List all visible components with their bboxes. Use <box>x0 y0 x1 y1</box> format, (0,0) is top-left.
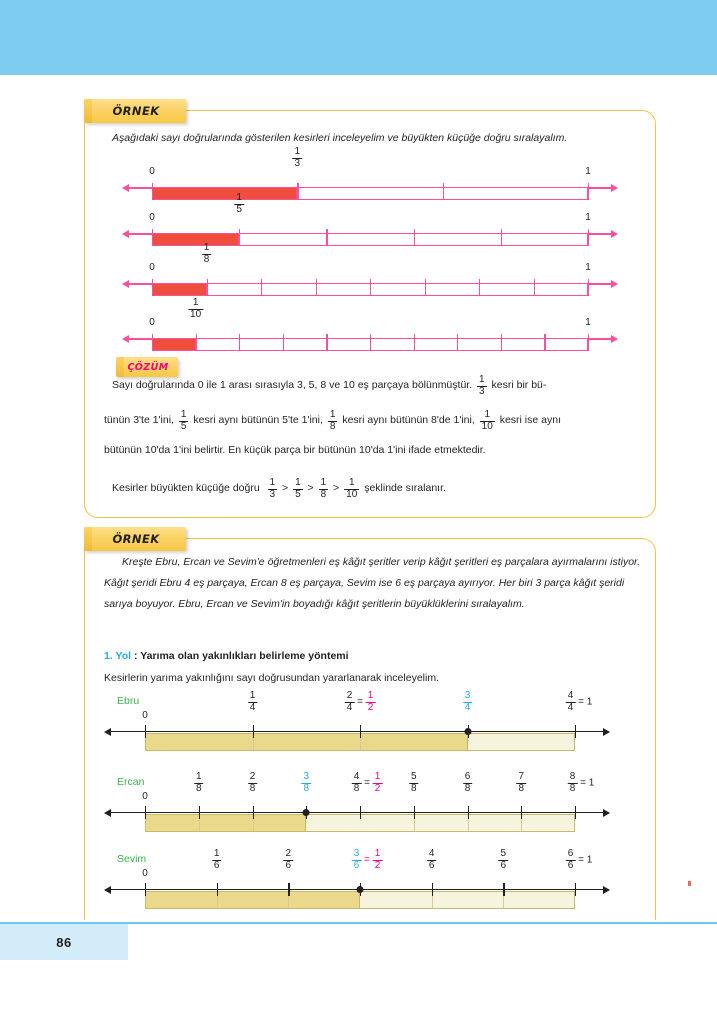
tick <box>145 806 146 819</box>
tag-left-strip <box>84 99 92 123</box>
tick <box>432 883 433 896</box>
label-zero: 0 <box>149 212 155 223</box>
frac-5-8 <box>409 772 419 794</box>
frac-denominator: 6 <box>213 859 220 871</box>
tick <box>468 806 469 819</box>
tick <box>575 883 576 896</box>
frac-1-6 <box>212 849 222 871</box>
frac-2-6 <box>284 849 294 871</box>
frac-denominator: 6 <box>428 859 435 871</box>
solution-text-b: kesri bir bü- <box>491 379 547 391</box>
half-marker-dot <box>357 886 364 893</box>
frac-denominator: 3 <box>269 488 276 500</box>
strip-shaded <box>145 814 306 832</box>
frac-numerator: 1 <box>320 477 327 488</box>
tick <box>253 725 254 738</box>
label-zero: 0 <box>142 710 148 721</box>
frac-denominator: 5 <box>180 420 187 432</box>
frac-denominator: 6 <box>285 859 292 871</box>
frac-numerator: 1 <box>294 146 301 157</box>
label-fraction <box>516 772 526 794</box>
gt-sign: > <box>333 482 340 494</box>
frac-numerator: 2 <box>346 690 353 701</box>
frac-numerator: 5 <box>410 771 417 782</box>
strip-name-sevim: Sevim <box>117 853 147 865</box>
equals-one: = 1 <box>578 696 593 708</box>
ornek-tag-label: ÖRNEK <box>112 532 160 546</box>
example2-body: Kreşte Ebru, Ercan ve Sevim'e öğretmenleri eş kâğıt şeritler verip kâğıt şeritleri eş parçalara ayırmalarını istiyor. Kâğıt şeridi Ebru 4 eş parçaya, Ercan 8 eş parçaya, Sevim ise 6 eş parçaya ayırıyor. Her biri 3 parça kâğıt şeridi sarıya boyuyor. Ebru, Ercan ve Sevim'in boyadığı kâğıt şeritlerin büyüklüklerini sıralayalım. <box>104 556 641 610</box>
frac-8-8 <box>568 772 578 794</box>
arrow-left-icon <box>122 280 129 288</box>
frac-denominator: 8 <box>410 782 417 794</box>
label-fraction <box>568 772 595 794</box>
half-marker-dot <box>303 809 310 816</box>
label-one: 1 <box>585 166 591 177</box>
tick <box>207 279 208 296</box>
frac-1-2 <box>366 691 376 713</box>
frac-numerator: 1 <box>213 848 220 859</box>
method-label: 1. Yol <box>104 650 132 662</box>
frac-denominator: 5 <box>295 488 301 500</box>
tick <box>288 883 289 896</box>
frac-denominator: 8 <box>329 420 336 432</box>
ordering-frac-1 <box>268 478 278 500</box>
label-one: 1 <box>585 262 591 273</box>
shaded-segment <box>152 338 196 351</box>
frac-numerator: 3 <box>303 771 310 782</box>
frac-3-4 <box>463 691 473 713</box>
fraction-one-eighth <box>328 410 338 432</box>
frac-denominator: 8 <box>195 782 202 794</box>
tick <box>283 334 284 351</box>
arrow-right-icon <box>603 809 610 817</box>
arrow-left-icon <box>104 809 111 817</box>
tick <box>199 806 200 819</box>
frac-denominator: 3 <box>294 157 301 169</box>
frac-numerator: 6 <box>567 848 574 859</box>
label-zero: 0 <box>149 262 155 273</box>
frac-denominator: 4 <box>249 701 256 713</box>
frac-numerator: 1 <box>374 848 381 859</box>
frac-denominator: 4 <box>567 701 574 713</box>
tick <box>414 229 415 246</box>
arrow-left-icon <box>104 886 111 894</box>
strip-shaded <box>145 733 468 751</box>
frac-denominator: 8 <box>464 782 471 794</box>
frac-7-8 <box>516 772 526 794</box>
arrow-left-icon <box>122 335 129 343</box>
frac-numerator: 1 <box>374 771 381 782</box>
label-fraction <box>566 691 593 713</box>
label-fraction <box>409 772 419 794</box>
frac-numerator: 1 <box>329 409 336 420</box>
method-title: Yarıma olan yakınlıkları belirleme yöntemi <box>140 650 349 662</box>
frac-denominator: 6 <box>567 859 574 871</box>
frac-denominator: 2 <box>367 701 374 713</box>
arrow-right-icon <box>611 280 618 288</box>
frac-numerator: 8 <box>569 771 576 782</box>
tick <box>145 725 146 738</box>
example1-prompt: Aşağıdaki sayı doğrularında gösterilen kesirleri inceleyelim ve büyükten küçüğe doğru sıralayalım. <box>112 132 568 144</box>
ordering-frac-2 <box>293 478 303 500</box>
page-number-box <box>0 924 128 960</box>
tick <box>521 806 522 819</box>
tick <box>414 806 415 819</box>
arrow-right-icon <box>611 230 618 238</box>
tick <box>145 883 146 896</box>
frac-denominator: 2 <box>374 782 381 794</box>
ordering-lead-text: Kesirler büyükten küçüğe doğru <box>112 482 260 494</box>
tag-left-strip <box>84 527 92 551</box>
arrow-left-icon <box>122 184 129 192</box>
label-fraction <box>352 772 383 794</box>
equals-one: = 1 <box>580 777 595 789</box>
arrow-left-icon <box>122 230 129 238</box>
frac-5-6 <box>499 849 509 871</box>
shaded-segment <box>152 187 297 200</box>
frac-numerator: 2 <box>285 848 292 859</box>
ordering-frac-3 <box>319 478 329 500</box>
solution-text-b: kesri aynı bütünün 5'te 1'ini, <box>193 414 323 426</box>
frac-numerator: 4 <box>428 848 435 859</box>
tick <box>326 334 327 351</box>
tick <box>152 279 153 296</box>
frac-numerator: 1 <box>367 690 374 701</box>
label-fraction <box>291 147 305 169</box>
arrow-right-icon <box>611 184 618 192</box>
frac-6-8 <box>463 772 473 794</box>
shaded-segment <box>152 233 239 246</box>
tick <box>370 279 371 296</box>
label-fraction <box>284 849 294 871</box>
tick <box>588 183 589 200</box>
label-fraction <box>186 298 205 320</box>
tick <box>316 279 317 296</box>
frac-numerator: 1 <box>180 409 187 420</box>
equals-one: = 1 <box>578 854 593 866</box>
frac-denominator: 8 <box>303 782 310 794</box>
frac-denominator: 10 <box>481 420 493 432</box>
tick <box>588 279 589 296</box>
tick <box>239 334 240 351</box>
fraction-one-tenth <box>480 410 495 432</box>
label-fraction <box>248 691 258 713</box>
frac-denominator: 6 <box>500 859 507 871</box>
label-zero: 0 <box>142 791 148 802</box>
ornek-tag-1 <box>84 99 186 123</box>
frac-1-2 <box>373 849 383 871</box>
tick <box>152 229 153 246</box>
frac-numerator: 1 <box>236 192 242 203</box>
frac-4-4 <box>566 691 576 713</box>
frac-4-8 <box>352 772 362 794</box>
frac-6-6 <box>566 849 576 871</box>
label-fraction <box>232 193 246 215</box>
frac-numerator: 1 <box>249 690 256 701</box>
label-zero: 0 <box>149 317 155 328</box>
label-zero: 0 <box>142 868 148 879</box>
fraction-one-third <box>477 375 487 397</box>
label-fraction <box>200 243 214 265</box>
label-fraction <box>463 772 473 794</box>
frac-1-8 <box>194 772 204 794</box>
equals-sign: = <box>364 777 370 789</box>
label-fraction <box>566 849 593 871</box>
frac-denominator: 8 <box>249 782 256 794</box>
method-separator: : <box>131 650 141 662</box>
equals-sign: = <box>357 696 363 708</box>
frac-4-6 <box>427 849 437 871</box>
solution-text-d: kesri ise aynı <box>499 414 561 426</box>
label-fraction <box>212 849 222 871</box>
frac-1-4 <box>248 691 258 713</box>
frac-3-8 <box>301 772 311 794</box>
frac-numerator: 3 <box>353 848 360 859</box>
solution-text-a: tünün 3'te 1'ini, <box>104 414 174 426</box>
arrow-right-icon <box>603 728 610 736</box>
arrow-right-icon <box>603 886 610 894</box>
tick <box>360 725 361 738</box>
cozum-tag-label: ÇÖZÜM <box>127 361 169 373</box>
method-subtitle: Kesirlerin yarıma yakınlığını sayı doğrusundan yararlanarak inceleyelim. <box>104 672 439 684</box>
gt-sign: > <box>282 482 289 494</box>
label-zero: 0 <box>149 166 155 177</box>
frac-numerator: 4 <box>353 771 360 782</box>
frac-numerator: 3 <box>464 690 471 701</box>
tick <box>196 334 197 351</box>
tick <box>370 334 371 351</box>
shaded-segment <box>152 283 207 296</box>
tick <box>501 229 502 246</box>
frac-numerator: 1 <box>203 242 210 253</box>
label-fraction <box>248 772 258 794</box>
tick <box>479 279 480 296</box>
frac-denominator: 8 <box>353 782 360 794</box>
frac-2-4 <box>345 691 355 713</box>
solution-line-4 <box>112 478 642 500</box>
frac-denominator: 5 <box>236 203 242 215</box>
frac-1-2 <box>373 772 383 794</box>
tick <box>326 229 327 246</box>
fraction-one-fifth <box>179 410 189 432</box>
page-number: 86 <box>56 934 72 950</box>
arrow-left-icon <box>104 728 111 736</box>
label-fraction <box>345 691 376 713</box>
tick <box>588 229 589 246</box>
frac-numerator: 1 <box>484 409 491 420</box>
equals-sign: = <box>364 854 370 866</box>
frac-numerator: 2 <box>249 771 256 782</box>
tick <box>239 229 240 246</box>
frac-denominator: 3 <box>479 385 485 397</box>
frac-denominator: 10 <box>346 488 358 500</box>
frac-numerator: 6 <box>464 771 471 782</box>
tag-left-strip <box>116 357 124 377</box>
ornek-tag-label: ÖRNEK <box>112 104 160 118</box>
solution-text-c: kesri aynı bütünün 8'de 1'ini, <box>342 414 475 426</box>
half-marker-dot <box>464 728 471 735</box>
tick <box>261 279 262 296</box>
tick <box>152 334 153 351</box>
tick <box>414 334 415 351</box>
tick <box>360 806 361 819</box>
tick <box>457 334 458 351</box>
frac-denominator: 8 <box>518 782 525 794</box>
tick <box>425 279 426 296</box>
frac-numerator: 4 <box>567 690 574 701</box>
frac-numerator: 1 <box>269 477 276 488</box>
frac-numerator: 1 <box>348 477 355 488</box>
tick <box>253 806 254 819</box>
label-fraction <box>427 849 437 871</box>
tick <box>503 883 504 896</box>
frac-numerator: 7 <box>518 771 525 782</box>
frac-denominator: 10 <box>190 308 202 320</box>
method-heading <box>104 650 349 662</box>
tick <box>575 725 576 738</box>
frac-denominator: 4 <box>346 701 353 713</box>
frac-denominator: 8 <box>320 488 327 500</box>
tick <box>534 279 535 296</box>
frac-denominator: 2 <box>374 859 381 871</box>
label-one: 1 <box>585 317 591 328</box>
strip-name-ercan: Ercan <box>117 776 145 788</box>
label-fraction <box>301 772 311 794</box>
strip-name-ebru: Ebru <box>117 695 140 707</box>
frac-2-8 <box>248 772 258 794</box>
print-speck <box>688 881 691 886</box>
top-banner <box>0 0 717 75</box>
tick <box>152 183 153 200</box>
frac-denominator: 4 <box>464 701 471 713</box>
label-fraction <box>352 849 383 871</box>
solution-line-1 <box>112 375 644 397</box>
tick <box>575 806 576 819</box>
label-fraction <box>499 849 509 871</box>
ornek-tag-2 <box>84 527 186 551</box>
frac-denominator: 8 <box>203 253 210 265</box>
strip-shaded <box>145 891 360 909</box>
tick <box>544 334 545 351</box>
ordering-trail-text: şeklinde sıralanır. <box>364 482 446 494</box>
tick <box>217 883 218 896</box>
gt-sign: > <box>307 482 314 494</box>
ordering-frac-4 <box>344 478 359 500</box>
cozum-tag <box>116 357 178 377</box>
solution-text-a: Sayı doğrularında 0 ile 1 arası sırasıyla 3, 5, 8 ve 10 eş parçaya bölünmüştür. <box>112 379 473 391</box>
tick <box>443 183 444 200</box>
solution-line-3: bütünün 10'da 1'ini belirtir. En küçük parça bir bütünün 10'da 1'ini ifade etmektedir. <box>104 444 486 456</box>
frac-denominator: 6 <box>353 859 360 871</box>
frac-3-6 <box>352 849 362 871</box>
tick <box>501 334 502 351</box>
tick <box>297 183 298 200</box>
frac-numerator: 1 <box>192 297 199 308</box>
frac-numerator: 1 <box>295 477 301 488</box>
label-one: 1 <box>585 212 591 223</box>
arrow-right-icon <box>611 335 618 343</box>
frac-numerator: 1 <box>479 374 485 385</box>
label-fraction <box>194 772 204 794</box>
frac-denominator: 8 <box>569 782 576 794</box>
tick <box>588 334 589 351</box>
frac-numerator: 1 <box>195 771 202 782</box>
label-fraction <box>463 691 473 713</box>
solution-line-2 <box>104 410 644 432</box>
frac-numerator: 5 <box>500 848 507 859</box>
